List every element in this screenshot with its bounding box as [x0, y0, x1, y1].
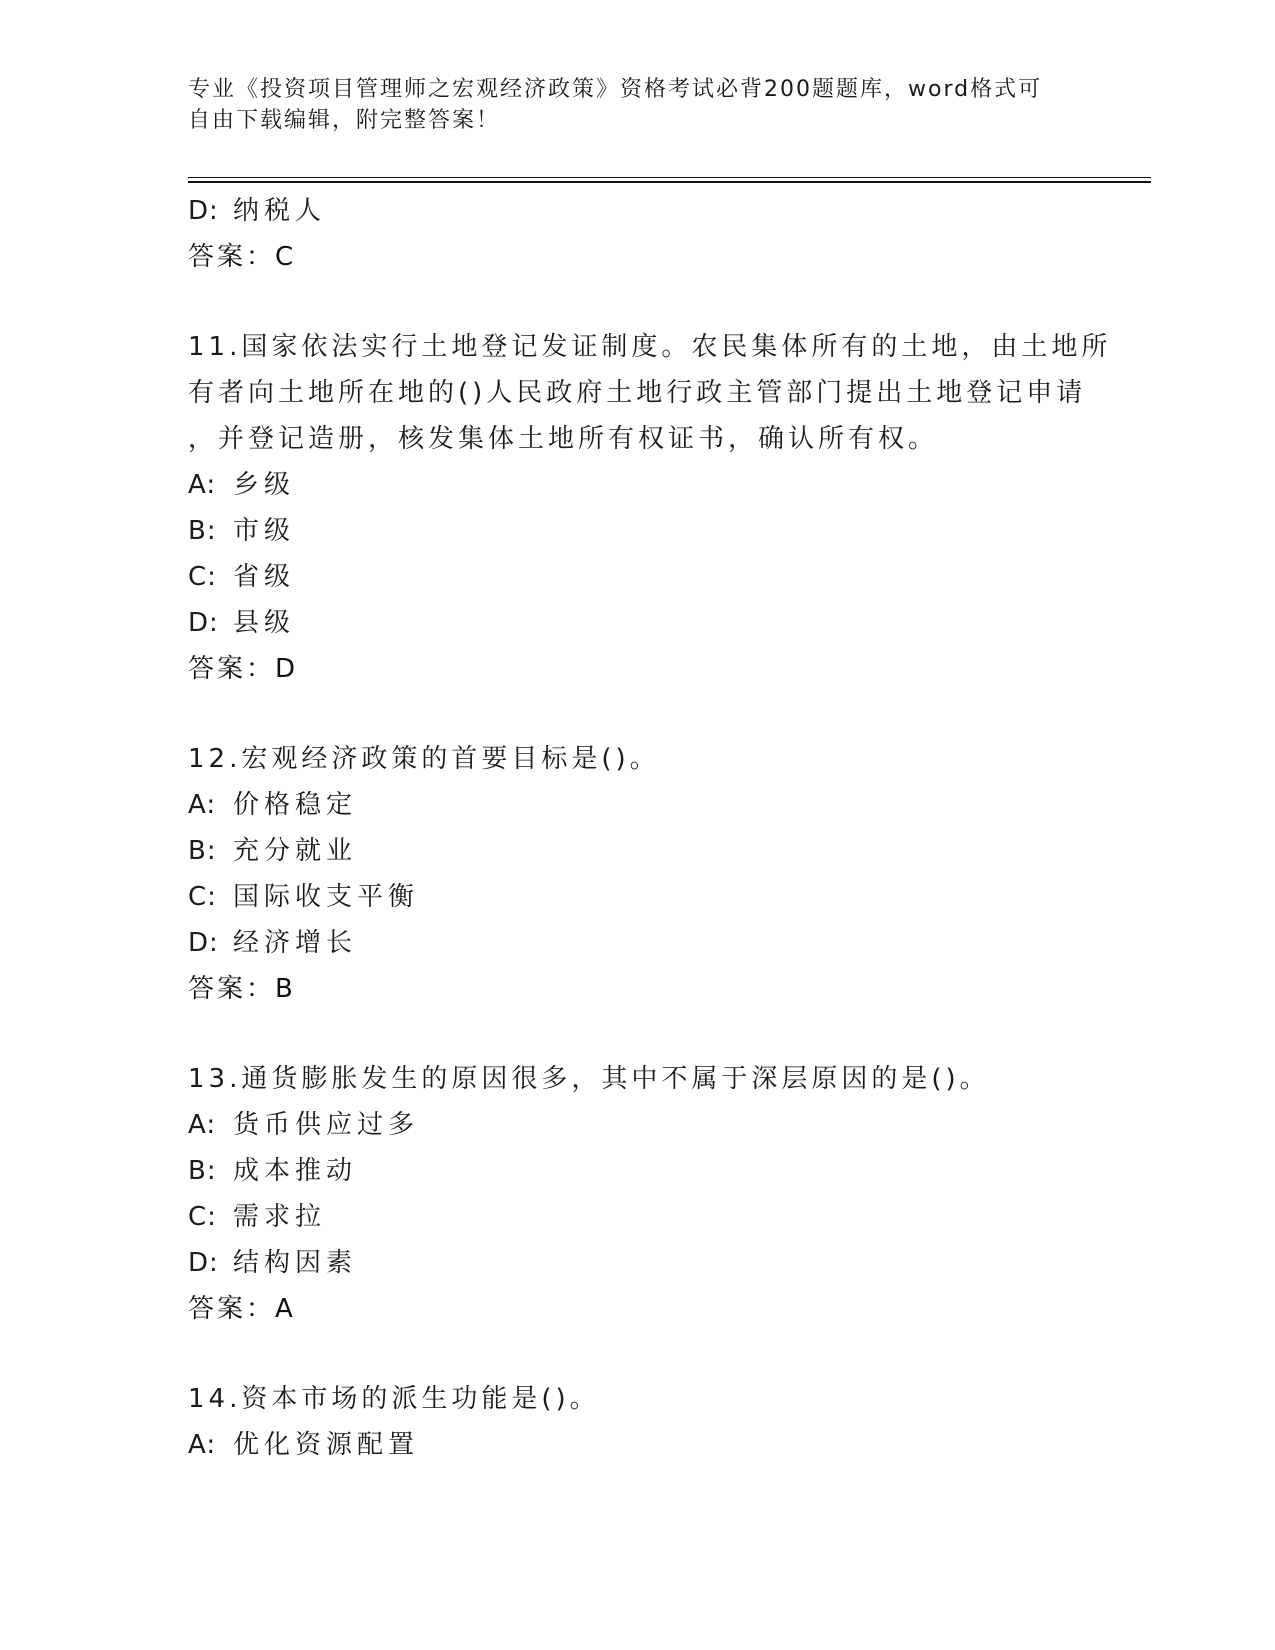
option-line [188, 782, 1088, 828]
option-text: 结构因素 [233, 1248, 358, 1278]
header-divider-thin [188, 177, 1151, 178]
option-line [188, 1148, 1088, 1194]
option-line [188, 1194, 1088, 1240]
option-text: 优化资源配置 [233, 1430, 420, 1460]
option-label: A: [188, 470, 217, 500]
question-text-line: 13.通货膨胀发生的原因很多，其中不属于深层原因的是()。 [188, 1064, 990, 1094]
option-text: 县级 [233, 608, 296, 638]
option-label: C: [188, 562, 217, 592]
option-text: 成本推动 [233, 1156, 358, 1186]
question-block [188, 736, 1088, 1012]
option-text: 经济增长 [233, 928, 358, 958]
option-text: 国际收支平衡 [233, 882, 420, 912]
question-block [188, 324, 1112, 692]
question-text-line: 有者向土地所在地的()人民政府土地行政主管部门提出土地登记申请 [188, 378, 1087, 408]
answer-line: 答案：C [188, 242, 297, 272]
question-text-line: 14.资本市场的派生功能是()。 [188, 1384, 600, 1414]
option-line [188, 920, 1088, 966]
spacer [188, 1012, 1088, 1056]
option-text: 市级 [233, 516, 296, 546]
option-text: 充分就业 [233, 836, 358, 866]
question-block [188, 1376, 1088, 1468]
spacer [188, 692, 1088, 736]
option-text: 省级 [233, 562, 296, 592]
option-label: D: [188, 928, 219, 958]
option-line [188, 600, 1088, 646]
header-divider-thick [188, 181, 1151, 183]
option-line [188, 1102, 1088, 1148]
option-label: B: [188, 836, 217, 866]
page-header [188, 74, 1088, 136]
question-block [188, 1056, 1088, 1332]
option-label: A: [188, 790, 217, 820]
question-text-line: 12.宏观经济政策的首要目标是()。 [188, 744, 660, 774]
option-label: A: [188, 1110, 217, 1140]
option-text: 需求拉 [233, 1202, 327, 1232]
option-line [188, 188, 1088, 234]
option-line [188, 828, 1088, 874]
option-line [188, 1240, 1088, 1286]
option-line [188, 874, 1088, 920]
option-text: 货币供应过多 [233, 1110, 420, 1140]
answer-line: 答案：A [188, 1294, 296, 1324]
option-label: C: [188, 882, 217, 912]
option-label: D: [188, 1248, 219, 1278]
option-label: D: [188, 608, 219, 638]
option-label: D: [188, 196, 219, 226]
header-line-2: 自由下载编辑，附完整答案！ [188, 108, 501, 133]
spacer [188, 1332, 1088, 1376]
question-text-line: 11.国家依法实行土地登记发证制度。农民集体所有的土地，由土地所 [188, 332, 1112, 362]
question-text-line: ，并登记造册，核发集体土地所有权证书，确认所有权。 [188, 424, 939, 454]
option-text: 纳税人 [233, 196, 327, 226]
spacer [188, 280, 1088, 324]
option-line [188, 554, 1088, 600]
option-label: C: [188, 1202, 217, 1232]
option-text: 乡级 [233, 470, 296, 500]
option-label: B: [188, 1156, 217, 1186]
answer-line: 答案：B [188, 974, 296, 1004]
option-label: A: [188, 1430, 217, 1460]
option-line [188, 462, 1088, 508]
option-line [188, 1422, 1088, 1468]
header-line-1: 专业《投资项目管理师之宏观经济政策》资格考试必背200题题库，word格式可 [188, 77, 1043, 102]
question-content [188, 188, 1112, 1468]
option-line [188, 508, 1088, 554]
option-label: B: [188, 516, 217, 546]
option-text: 价格稳定 [233, 790, 358, 820]
answer-line: 答案：D [188, 654, 299, 684]
